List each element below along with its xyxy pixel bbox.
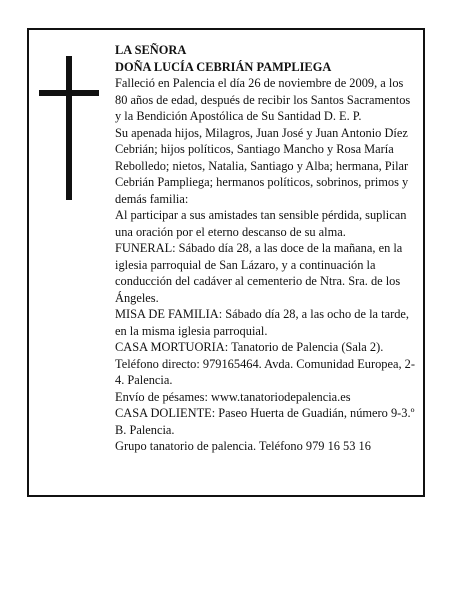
family-list: Su apenada hijos, Milagros, Juan José y Juan Antonio Díez Cebrián; hijos políticos, Santiago Mancho y Rosa María Rebolledo; nietos, Natalia, Santiago y Alba; hermana, Pilar Cebrián Pampliega; hermanos políticos, sobrinos, primos y demás familia: bbox=[115, 125, 409, 206]
obituary-notice bbox=[27, 28, 425, 497]
obituary-text bbox=[115, 42, 417, 455]
funeral-info: FUNERAL: Sábado día 28, a las doce de la mañana, en la iglesia parroquial de San Lázaro, y a continuación la conducción del cadáver al cementerio de Ntra. Sra. de los Ángeles. bbox=[115, 241, 403, 305]
notice-title: LA SEÑORA bbox=[115, 43, 187, 57]
funeral-group-contact: Grupo tanatorio de palencia. Teléfono 979 16 53 16 bbox=[115, 439, 371, 453]
deceased-name: DOÑA LUCÍA CEBRIÁN PAMPLIEGA bbox=[115, 59, 332, 74]
prayer-request: Al participar a sus amistades tan sensible pérdida, suplican una oración por el eterno descanso de su alma. bbox=[115, 208, 407, 239]
funeral-home-info: CASA MORTUORIA: Tanatorio de Palencia (Sala 2). Teléfono directo: 979165464. Avda. Comunidad Europea, 2-4. Palencia. bbox=[115, 340, 415, 387]
cross-icon bbox=[39, 56, 99, 200]
family-mass-info: MISA DE FAMILIA: Sábado día 28, a las ocho de la tarde, en la misma iglesia parroquial. bbox=[115, 307, 409, 338]
cross-vertical-bar bbox=[66, 56, 72, 200]
cross-horizontal-bar bbox=[39, 90, 99, 96]
family-home-info: CASA DOLIENTE: Paseo Huerta de Guadián, número 9-3.º B. Palencia. bbox=[115, 406, 415, 437]
death-announcement: Falleció en Palencia el día 26 de noviembre de 2009, a los 80 años de edad, después de recibir los Santos Sacramentos y la Bendición Apostólica de Su Santidad D. E. P. bbox=[115, 76, 411, 123]
condolences-info: Envío de pésames: www.tanatoriodepalencia.es bbox=[115, 389, 351, 404]
